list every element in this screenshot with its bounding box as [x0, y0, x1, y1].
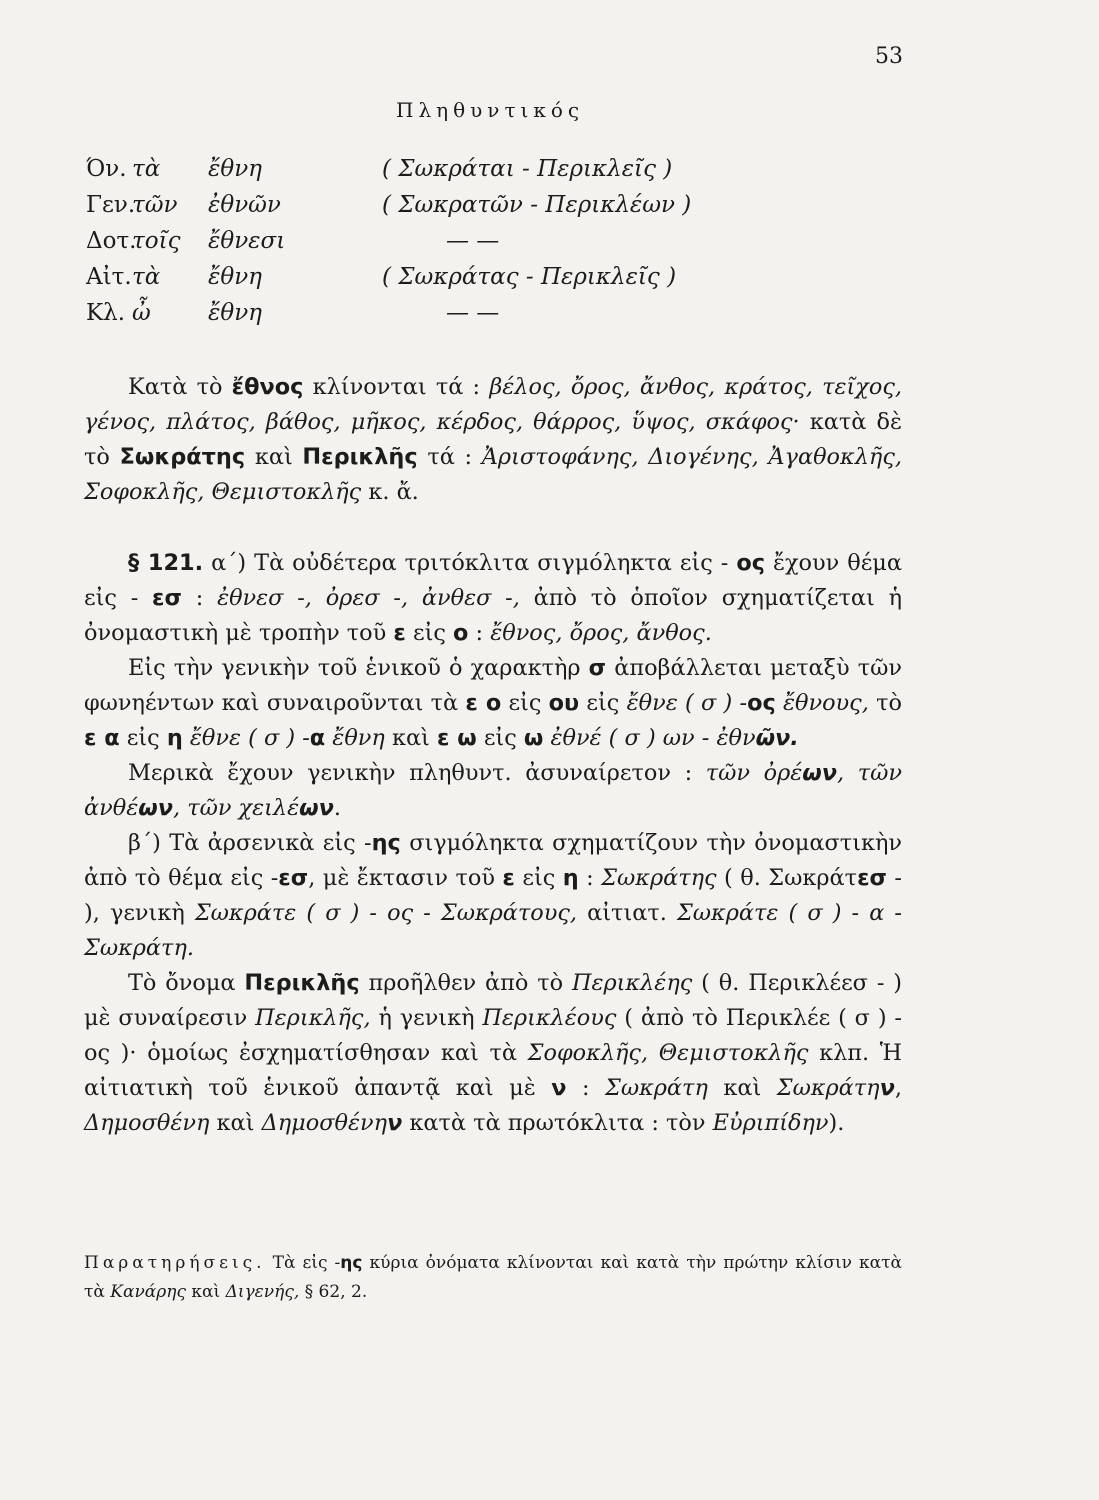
page-number: 53 — [875, 44, 903, 69]
article: τοῖς — [132, 228, 181, 254]
declension-row — [86, 156, 846, 192]
paradigm-note: — — — [446, 300, 500, 326]
remarks-note: Παρατηρήσεις. Τὰ εἰς -ης κύρια ὀνόματα κλίνονται καὶ κατὰ τὴν πρώτην κλίσιν κατὰ τὰ Κανάρης καὶ Διγενής, § 62, 2. — [84, 1253, 902, 1302]
noun-form: ἔθνη — [208, 264, 262, 290]
section-number: § 121. — [128, 550, 204, 576]
case-label: Δοτ. — [86, 228, 137, 254]
noun-form: ἔθνη — [208, 156, 262, 182]
declension-row — [86, 300, 846, 336]
noun-form: ἔθνη — [208, 300, 262, 326]
article: τὰ — [132, 264, 161, 290]
article: ὦ — [132, 300, 151, 326]
body-text — [84, 370, 902, 1141]
paragraph-examples: Κατὰ τὸ ἔθνος κλίνονται τά : βέλος, ὄρος, ἄνθος, κράτος, τεῖχος, γένος, πλάτος, βάθος, μῆκος, κέρδος, θάρρος, ὕψος, σκάφος· κατὰ δὲ τὸ Σωκράτης καὶ Περικλῆς τά : Ἀριστοφάνης, Διογένης, Ἀγαθοκλῆς, Σοφοκλῆς, Θεμιστοκλῆς κ. ἄ. — [84, 374, 902, 505]
paradigm-note: ( Σωκράται - Περικλεῖς ) — [382, 156, 673, 182]
article: τὰ — [132, 156, 161, 182]
remarks-label: Παρατηρήσεις. — [84, 1253, 266, 1273]
paragraph-perikles: Τὸ ὄνομα Περικλῆς προῆλθεν ἀπὸ τὸ Περικλέης ( θ. Περικλέεσ - ) μὲ συναίρεσιν Περικλῆς, ἡ γενικὴ Περικλέους ( ἀπὸ τὸ Περικλέε ( σ ) - ος )· ὁμοίως ἐσχηματίσθησαν καὶ τὰ Σοφοκλῆς, Θεμιστοκλῆς κλπ. Ἡ αἰτιατικὴ τοῦ ἑνικοῦ ἀπαντᾷ καὶ μὲ ν : Σωκράτη καὶ Σωκράτην, Δημοσθένη καὶ Δημοσθένην κατὰ τὰ πρωτόκλιτα : τὸν Εὐριπίδην). — [84, 970, 902, 1136]
paradigm-note: — — — [446, 228, 500, 254]
declension-row — [86, 264, 846, 300]
paradigm-note: ( Σωκρατῶν - Περικλέων ) — [382, 192, 692, 218]
declension-row — [86, 192, 846, 228]
declension-table — [86, 156, 846, 336]
case-label: Όν. — [86, 156, 127, 182]
paragraph-masculine: β΄) Τὰ ἀρσενικὰ εἰς -ης σιγμόληκτα σχηματίζουν τὴν ὀνομαστικὴν ἀπὸ τὸ θέμα εἰς -εσ, μὲ ἔκτασιν τοῦ ε εἰς η : Σωκράτης ( θ. Σωκράτεσ - ), γενικὴ Σωκράτε ( σ ) - ος - Σωκράτους, αἰτιατ. Σωκράτε ( σ ) - α - Σωκράτη. — [84, 830, 902, 961]
declension-row — [86, 228, 846, 264]
article: τῶν — [132, 192, 178, 218]
paragraph-section-121: § 121. α΄) Τὰ οὐδέτερα τριτόκλιτα σιγμόληκτα εἰς - ος ἔχουν θέμα εἰς - εσ : ἐθνεσ -, ὀρεσ -, ἀνθεσ -, ἀπὸ τὸ ὁποῖον σχηματίζεται ἡ ὀνομαστικὴ μὲ τροπὴν τοῦ ε εἰς ο : ἔθνος, ὄρος, ἄνθος. — [84, 550, 903, 646]
paradigm-note: ( Σωκράτας - Περικλεῖς ) — [382, 264, 677, 290]
paragraph-uncontracted: Μερικὰ ἔχουν γενικὴν πληθυντ. ἀσυναίρετον : τῶν ὀρέων, τῶν ἀνθέων, τῶν χειλέων. — [84, 760, 902, 821]
section-heading: Πληθυντικός — [396, 98, 585, 122]
paragraph-genitive: Εἰς τὴν γενικὴν τοῦ ἑνικοῦ ὁ χαρακτὴρ σ ἀποβάλλεται μεταξὺ τῶν φωνηέντων καὶ συναιροῦνται τὰ ε ο εἰς ου εἰς ἔθνε ( σ ) -ος ἔθνους, τὸ ε α εἰς η ἔθνε ( σ ) -α ἔθνη καὶ ε ω εἰς ω ἐθνέ ( σ ) ων - ἐθνῶν. — [84, 655, 902, 751]
noun-form: ἔθνεσι — [208, 228, 286, 254]
case-label: Κλ. — [86, 300, 126, 326]
noun-form: ἐθνῶν — [208, 192, 281, 218]
case-label: Γεν. — [86, 192, 136, 218]
case-label: Αἰτ. — [86, 264, 132, 290]
